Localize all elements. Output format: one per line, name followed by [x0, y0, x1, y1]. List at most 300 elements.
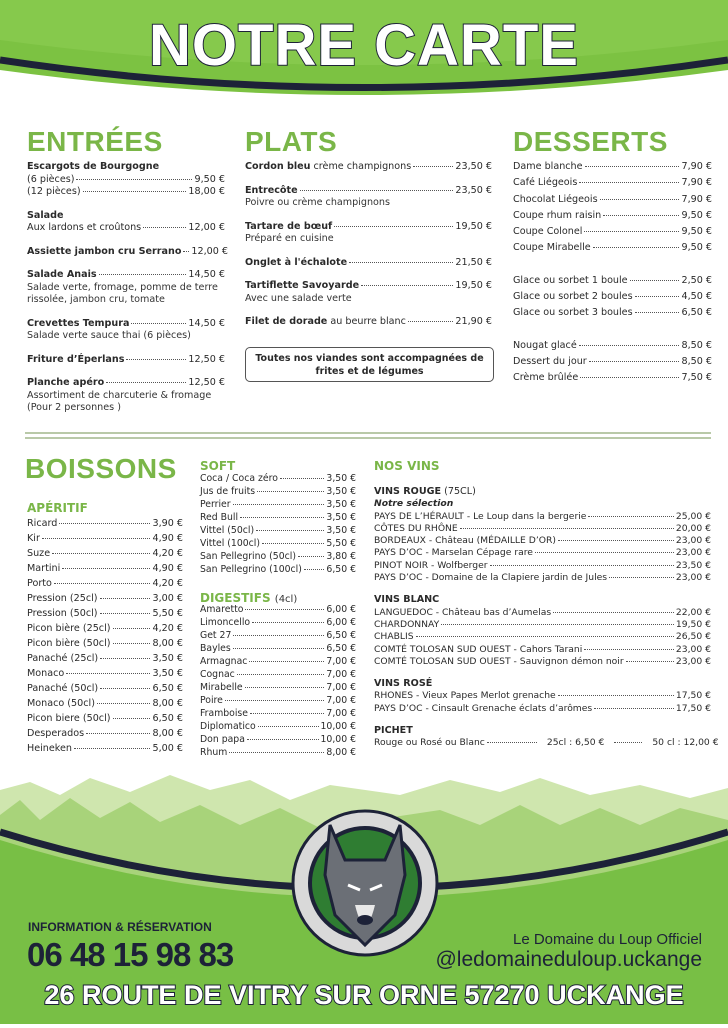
dot-leader	[441, 624, 674, 625]
dot-leader	[237, 674, 325, 675]
item-price: 2,50 €	[681, 274, 712, 286]
dot-leader	[585, 166, 680, 167]
dot-leader	[240, 517, 324, 518]
wine-group-sub: (75CL)	[441, 486, 476, 497]
dot-leader	[413, 166, 453, 167]
menu-row	[27, 518, 183, 533]
item-name	[200, 512, 238, 525]
item-price: 23,00 €	[675, 643, 711, 655]
item-label: Crevettes Tempura	[27, 317, 130, 329]
item-name	[27, 593, 98, 606]
item-name	[374, 523, 458, 535]
item-label: COMTÉ TOLOSAN SUD OUEST - Cahors Tarani	[374, 643, 583, 655]
digestifs-sub: (4cl)	[274, 594, 298, 605]
menu-row	[374, 560, 711, 572]
item-price: 3,50 €	[326, 486, 356, 497]
item-name	[27, 743, 72, 756]
item-label: Red Bull	[200, 512, 239, 523]
item-label: Kir	[27, 533, 40, 544]
item-price: 17,50 €	[675, 690, 711, 702]
dot-leader	[100, 613, 151, 614]
item-label: Filet de dorade	[245, 316, 328, 327]
menu-row	[27, 563, 183, 578]
dot-leader	[99, 274, 187, 275]
dot-leader	[250, 713, 324, 714]
item-name	[27, 174, 74, 187]
item-price: 8,00 €	[152, 638, 183, 649]
item-label: CHABLIS	[374, 631, 414, 643]
item-name	[27, 623, 111, 636]
menu-row	[374, 690, 711, 702]
menu-row	[513, 291, 712, 307]
menu-row	[27, 728, 183, 743]
item-name	[200, 643, 231, 656]
dot-leader	[66, 673, 150, 674]
item-label: Pression (25cl)	[27, 593, 98, 604]
menu-row	[27, 222, 225, 235]
menu-row	[27, 318, 225, 331]
item-label: Tartiflette Savoyarde	[245, 280, 360, 291]
dessert-group	[513, 161, 712, 259]
item-name	[374, 547, 533, 559]
dot-leader	[558, 695, 674, 696]
dot-leader	[126, 359, 186, 360]
menu-row	[374, 511, 711, 523]
menu-row	[27, 578, 183, 593]
dot-leader	[584, 649, 674, 650]
item-price: 8,50 €	[681, 355, 712, 367]
dot-leader	[76, 179, 192, 180]
dot-leader	[257, 491, 324, 492]
item-name	[27, 354, 124, 367]
item-price: 8,00 €	[152, 728, 183, 739]
plats-heading: PLATS	[245, 126, 338, 157]
item-label: CÔTES DU RHÔNE	[374, 522, 458, 534]
wine-group	[374, 594, 711, 668]
digestifs-title: DIGESTIFS	[200, 591, 271, 605]
item-name	[200, 551, 296, 564]
menu-row	[200, 617, 356, 630]
item-name	[374, 656, 624, 668]
dot-leader	[113, 628, 151, 629]
wine-group-title	[374, 678, 711, 690]
item-name	[27, 318, 129, 331]
menu-row	[200, 682, 356, 695]
item-label: Picon bière (25cl)	[27, 623, 111, 634]
wolf-logo-icon	[290, 795, 440, 965]
item-label: PAYS D’OC - Domaine de la Clapiere jardin de Jules	[374, 572, 608, 584]
item-price: 19,50 €	[455, 280, 492, 291]
menu-row	[200, 564, 356, 577]
item-name	[200, 669, 235, 682]
item-label: Jus de fruits	[200, 486, 256, 497]
item-name	[374, 560, 488, 572]
item-description: Salade verte sauce thai (6 pièces)	[27, 330, 191, 341]
menu-row	[374, 631, 711, 643]
item-label: Glace ou sorbet 2 boules	[513, 291, 633, 303]
dot-leader	[113, 643, 151, 644]
dot-leader	[252, 622, 324, 623]
item-label: Martini	[27, 563, 61, 574]
dot-leader	[298, 556, 324, 557]
menu-row	[200, 630, 356, 643]
item-name	[200, 708, 248, 721]
item-price: 5,50 €	[152, 608, 183, 619]
item-label: Bayles	[200, 643, 231, 654]
item-name	[200, 695, 223, 708]
instagram-handle[interactable]: @ledomaineduloup.uckange	[435, 948, 702, 971]
item-label: Heineken	[27, 743, 72, 754]
wine-group-title	[374, 486, 711, 498]
dot-leader	[113, 718, 151, 719]
item-name	[200, 486, 255, 499]
menu-row	[200, 486, 356, 499]
menu-item	[27, 210, 225, 235]
dot-leader	[635, 296, 680, 297]
item-label: Picon bière (50cl)	[27, 638, 111, 649]
item-name	[513, 307, 633, 320]
menu-row	[27, 623, 183, 638]
menu-row	[245, 161, 492, 174]
item-name	[27, 698, 95, 711]
item-name	[374, 631, 414, 643]
item-price: 7,00 €	[326, 682, 356, 693]
wine-group-name: VINS BLANC	[374, 594, 440, 606]
dot-leader	[603, 215, 679, 216]
dot-leader	[349, 262, 453, 263]
item-label: Glace ou sorbet 3 boules	[513, 307, 633, 319]
menu-row	[513, 177, 712, 193]
item-price: 8,00 €	[326, 747, 356, 758]
dot-leader	[249, 661, 324, 662]
item-name	[27, 269, 97, 282]
item-label: Vittel (100cl)	[200, 538, 260, 549]
item-name	[513, 161, 583, 174]
item-name	[27, 548, 50, 561]
item-price: 6,50 €	[326, 564, 356, 575]
dot-leader	[490, 565, 674, 566]
item-label: Armagnac	[200, 656, 248, 667]
item-price: 7,90 €	[681, 177, 712, 189]
dot-leader	[225, 700, 325, 701]
item-price: 3,50 €	[152, 653, 183, 664]
item-name	[27, 518, 57, 531]
item-name	[374, 737, 485, 749]
dot-leader	[233, 504, 325, 505]
dot-leader	[553, 612, 674, 613]
menu-row	[374, 547, 711, 559]
item-price: 5,50 €	[326, 538, 356, 549]
item-label: Salade Anais	[27, 269, 97, 280]
item-price: 7,00 €	[326, 656, 356, 667]
item-price: 25cl : 6,50 €	[546, 737, 605, 749]
item-price: 4,20 €	[152, 578, 183, 589]
item-price: 19,50 €	[455, 220, 492, 232]
menu-row	[513, 194, 712, 210]
item-label: Rhum	[200, 747, 228, 758]
menu-row	[200, 643, 356, 656]
item-price: 8,00 €	[152, 698, 183, 709]
item-name	[513, 177, 577, 190]
item-name	[200, 747, 227, 760]
vins-list	[374, 486, 719, 760]
wine-group-name: VINS ROUGE	[374, 486, 442, 497]
item-name	[27, 638, 111, 651]
dot-leader	[589, 361, 680, 362]
item-price: 9,50 €	[681, 209, 712, 221]
menu-row	[245, 185, 492, 198]
menu-row	[200, 747, 356, 760]
dot-leader	[304, 569, 325, 570]
item-name	[27, 653, 98, 666]
item-price: 6,50 €	[152, 713, 183, 724]
menu-row	[513, 372, 712, 388]
dot-leader	[247, 739, 319, 740]
item-price: 6,50 €	[152, 683, 183, 694]
dot-leader	[245, 609, 324, 610]
item-price: 6,50 €	[326, 630, 356, 641]
wine-group-name: PICHET	[374, 725, 413, 737]
item-price: 12,00 €	[188, 222, 225, 233]
item-name	[200, 564, 302, 577]
item-price: 14,50 €	[188, 269, 225, 280]
item-label: Amaretto	[200, 604, 244, 615]
dot-leader	[300, 190, 454, 191]
menu-row	[513, 307, 712, 323]
menu-row	[513, 242, 712, 258]
wine-group-name: VINS ROSÉ	[374, 678, 433, 690]
item-name	[374, 619, 439, 631]
item-name	[200, 721, 256, 734]
item-name	[245, 221, 332, 234]
item-name	[27, 683, 98, 696]
item-label: COMTÉ TOLOSAN SUD OUEST - Sauvignon démon noir	[374, 655, 624, 667]
menu-row	[200, 551, 356, 564]
item-name	[27, 728, 84, 741]
item-price: 22,00 €	[675, 606, 711, 618]
item-price: 6,00 €	[326, 617, 356, 628]
item-label: Monaco	[27, 668, 65, 679]
facebook-page[interactable]: Le Domaine du Loup Officiel	[512, 931, 702, 948]
dot-leader	[579, 345, 680, 346]
menu-row	[245, 316, 492, 329]
item-description: Assortiment de charcuterie & fromage (Pour 2 personnes )	[27, 389, 212, 413]
digestifs-list	[200, 604, 356, 760]
menu-row	[27, 269, 225, 282]
item-label: Panaché (25cl)	[27, 653, 99, 664]
menu-row	[374, 737, 719, 749]
dot-leader	[106, 382, 186, 383]
dot-leader	[229, 752, 324, 753]
dot-leader	[588, 516, 673, 517]
menu-row	[200, 525, 356, 538]
item-price: 3,50 €	[152, 668, 183, 679]
item-label: San Pellegrino (100cl)	[200, 564, 302, 575]
dot-leader	[600, 199, 680, 200]
plats-list	[245, 161, 492, 340]
item-price: 10,00 €	[320, 734, 356, 745]
dot-leader	[593, 247, 680, 248]
dot-leader	[626, 661, 674, 662]
item-name	[374, 511, 586, 523]
item-price: 6,50 €	[326, 643, 356, 654]
item-label: PAYS DE L’HÉRAULT - Le Loup dans la bergerie	[374, 510, 587, 522]
item-label: CHARDONNAY	[374, 618, 440, 630]
menu-item	[27, 245, 229, 259]
item-name	[374, 690, 556, 702]
dot-leader	[614, 742, 642, 743]
item-price: 23,50 €	[675, 559, 711, 571]
item-name	[27, 377, 104, 390]
menu-row	[27, 174, 225, 187]
item-label: Friture d’Éperlans	[27, 353, 125, 365]
item-description: Avec une salade verte	[245, 292, 352, 304]
item-price: 17,50 €	[675, 702, 711, 714]
digestifs-heading	[200, 591, 297, 605]
item-price: 50 cl : 12,00 €	[652, 737, 719, 749]
item-label: Vittel (50cl)	[200, 525, 255, 536]
aperitif-heading: APÉRITIF	[27, 501, 88, 515]
item-label: Crème brûlée	[513, 372, 579, 384]
dot-leader	[487, 742, 537, 743]
item-label: Coupe Mirabelle	[513, 242, 591, 254]
menu-item	[27, 354, 225, 367]
item-name	[513, 194, 598, 207]
wine-group	[374, 725, 719, 750]
item-name	[245, 161, 411, 174]
item-name	[513, 372, 578, 385]
item-name	[27, 668, 64, 681]
item-label: Salade	[27, 209, 64, 221]
menu-row	[513, 161, 712, 177]
menu-row	[27, 638, 183, 653]
menu-row	[374, 619, 711, 631]
item-price: 7,00 €	[326, 708, 356, 719]
menu-item	[245, 221, 492, 246]
item-price: 25,00 €	[675, 510, 711, 522]
item-suffix: au beurre blanc	[327, 316, 406, 327]
menu-row	[27, 354, 225, 367]
page-title: NOTRE CARTE	[149, 13, 579, 78]
dot-leader	[100, 598, 151, 599]
item-price: 4,20 €	[152, 623, 183, 634]
item-name	[513, 210, 601, 223]
item-price: 6,00 €	[326, 604, 356, 615]
menu-row	[200, 734, 356, 747]
item-price: 12,50 €	[188, 353, 225, 365]
aperitif-list	[27, 518, 183, 758]
divider	[25, 437, 711, 439]
item-label: Dame blanche	[513, 161, 583, 172]
item-price: 4,50 €	[681, 291, 712, 303]
menu-row	[200, 669, 356, 682]
menu-row	[374, 523, 711, 535]
menu-row	[200, 538, 356, 551]
item-label: Ricard	[27, 518, 58, 529]
desserts-list	[513, 161, 712, 405]
item-price: 4,90 €	[152, 563, 183, 574]
item-price: 4,90 €	[152, 533, 183, 544]
menu-row	[374, 656, 711, 668]
item-price: 18,00 €	[188, 186, 225, 197]
dot-leader	[535, 552, 674, 553]
menu-item	[245, 280, 492, 305]
item-label: Pression (50cl)	[27, 608, 98, 619]
item-price: 9,50 €	[194, 173, 225, 185]
item-price: 10,00 €	[320, 721, 356, 732]
item-label: PINOT NOIR - Wolfberger	[374, 559, 488, 571]
menu-row	[513, 275, 712, 291]
menu-item	[27, 161, 225, 199]
menu-row	[27, 377, 225, 390]
item-label: Dessert du jour	[513, 355, 587, 367]
item-price: 23,00 €	[675, 535, 711, 547]
item-label: Café Liégeois	[513, 177, 578, 189]
dot-leader	[245, 687, 325, 688]
item-name	[200, 473, 278, 486]
item-label: Get 27	[200, 630, 232, 641]
item-name	[27, 578, 52, 591]
item-price: 19,50 €	[675, 618, 711, 630]
item-label: (6 pièces)	[27, 173, 75, 185]
item-price: 23,50 €	[455, 184, 492, 196]
item-price: 7,90 €	[681, 161, 712, 172]
item-label: San Pellegrino (50cl)	[200, 551, 296, 562]
dot-leader	[256, 530, 324, 531]
menu-item	[245, 257, 492, 270]
menu-row	[513, 340, 712, 356]
menu-row	[27, 245, 229, 259]
item-name	[200, 682, 243, 695]
item-label: Entrecôte	[245, 184, 298, 196]
menu-row	[27, 533, 183, 548]
item-name	[513, 291, 633, 304]
phone-number[interactable]: 06 48 15 98 83	[27, 936, 234, 973]
soft-list	[200, 473, 356, 577]
item-name	[374, 607, 551, 619]
address: 26 ROUTE DE VITRY SUR ORNE 57270 UCKANGE	[44, 980, 684, 1010]
menu-row	[27, 653, 183, 668]
item-price: 3,80 €	[326, 551, 356, 562]
item-name	[374, 535, 556, 547]
item-label: Planche apéro	[27, 377, 105, 388]
menu-row	[27, 713, 183, 728]
dot-leader	[131, 323, 186, 324]
dot-leader	[233, 635, 324, 636]
item-label: Assiette jambon cru Serrano	[27, 245, 182, 257]
dot-leader	[86, 733, 150, 734]
menu-row	[200, 473, 356, 486]
menu-row	[200, 604, 356, 617]
item-price: 9,50 €	[681, 226, 712, 238]
item-price: 5,00 €	[152, 743, 183, 754]
item-name	[200, 656, 247, 669]
item-name	[513, 226, 582, 239]
dot-leader	[62, 568, 150, 569]
dot-leader	[42, 538, 151, 539]
item-name	[27, 608, 98, 621]
item-name	[513, 275, 628, 288]
menu-row	[513, 226, 712, 242]
wine-group-title	[374, 594, 711, 606]
item-price: 23,00 €	[675, 547, 711, 559]
menu-row	[245, 221, 492, 234]
menu-row	[27, 608, 183, 623]
menu-row	[374, 607, 711, 619]
dot-leader	[183, 251, 189, 252]
item-name	[200, 734, 245, 747]
menu-row	[200, 708, 356, 721]
